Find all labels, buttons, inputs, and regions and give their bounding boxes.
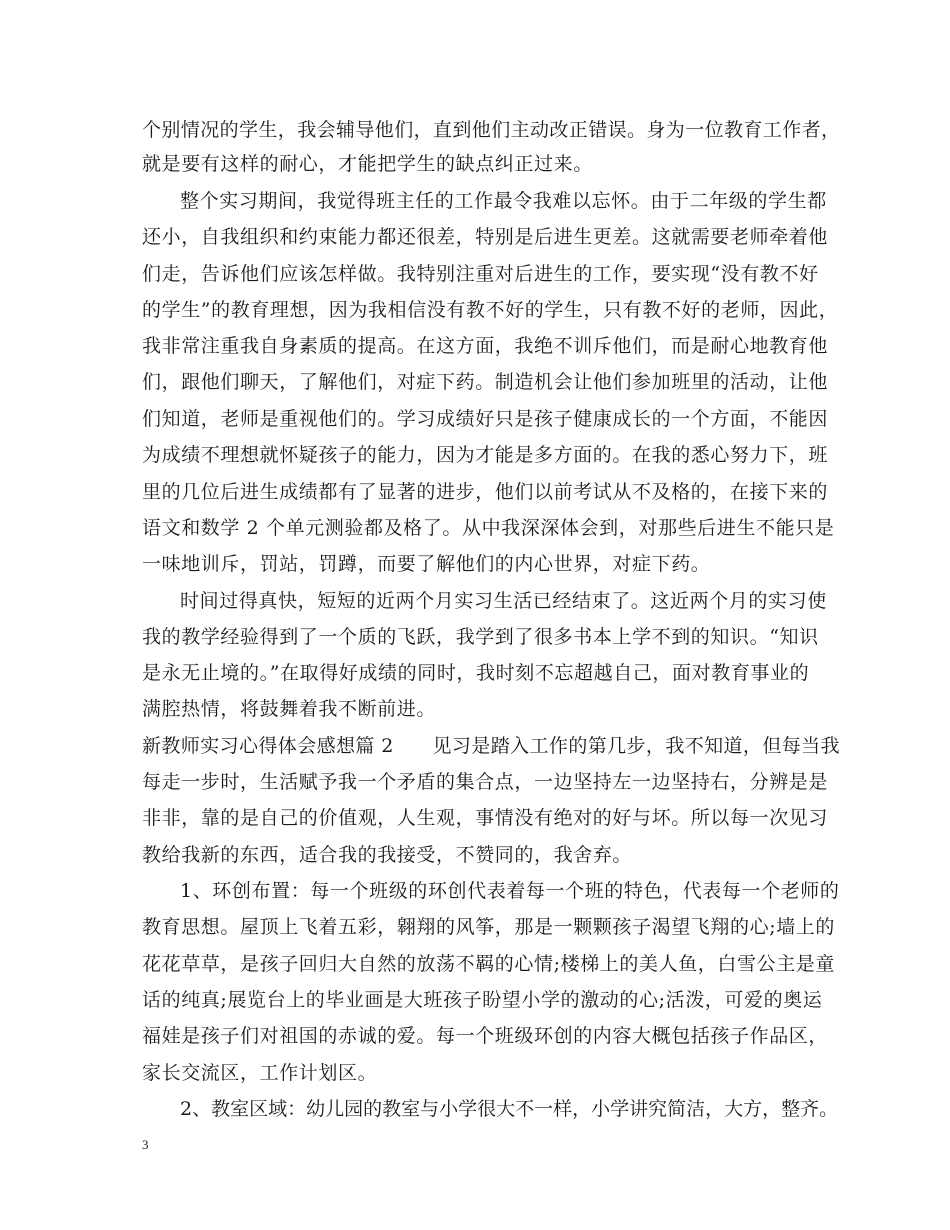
section-heading-line: 新教师实习心得体会感想篇 2 见习是踏入工作的第几步，我不知道，但每当我 (142, 735, 840, 757)
text-line: 们走，告诉他们应该怎样做。我特别注重对后进生的工作，要实现“没有教不好 (142, 263, 819, 285)
text-line: 家长交流区，工作计划区。 (142, 1062, 378, 1084)
text-line: 每走一步时，生活赋予我一个矛盾的集合点，一边坚持左一边坚持右，分辨是是 (142, 771, 829, 793)
text-line: 们知道，老师是重视他们的。学习成绩好只是孩子健康成长的一个方面，不能因 (142, 408, 829, 430)
text-line: 满腔热情，将鼓舞着我不断前进。 (142, 698, 437, 720)
text-line: 里的几位后进生成绩都有了显著的进步，他们以前考试从不及格的，在接下来的 (142, 481, 829, 503)
text-line: 话的纯真;展览台上的毕业画是大班孩子盼望小学的激动的心;活泼，可爱的奥运 (142, 989, 823, 1011)
paragraph-start-line: 2、教室区域：幼儿园的教室与小学很大不一样，小学讲究简洁，大方，整齐。 (180, 1098, 839, 1120)
text-line: 一味地训斥，罚站，罚蹲，而要了解他们的内心世界，对症下药。 (142, 553, 711, 575)
paragraph-start-line: 整个实习期间，我觉得班主任的工作最令我难以忘怀。由于二年级的学生都 (180, 190, 827, 212)
text-line: 是永无止境的。”在取得好成绩的同时，我时刻不忘超越自己，面对教育事业的 (142, 662, 810, 684)
text-line: 还小，自我组织和约束能力都还很差，特别是后进生更差。这就需要老师牵着他 (142, 226, 829, 248)
text-line: 非非，靠的是自己的价值观，人生观，事情没有绝对的好与坏。所以每一次见习 (142, 807, 829, 829)
text-line: 教育思想。屋顶上飞着五彩，翱翔的风筝，那是一颗颗孩子渴望飞翔的心;墙上的 (142, 916, 836, 938)
text-line: 就是要有这样的耐心，才能把学生的缺点纠正过来。 (142, 153, 593, 175)
text-line: 教给我新的东西，适合我的我接受，不赞同的，我舍弃。 (142, 844, 633, 866)
text-line: 们，跟他们聊天，了解他们，对症下药。制造机会让他们参加班里的活动，让他 (142, 371, 829, 393)
text-line: 的学生”的教育理想，因为我相信没有教不好的学生，只有教不好的老师，因此， (142, 299, 839, 321)
text-line: 个别情况的学生，我会辅导他们，直到他们主动改正错误。身为一位教育工作者， (142, 119, 841, 141)
paragraph-start-line: 1、环创布置：每一个班级的环创代表着每一个班的特色，代表每一个老师的 (180, 880, 840, 902)
paragraph-start-line: 时间过得真快，短短的近两个月实习生活已经结束了。这近两个月的实习使 (180, 590, 827, 612)
text-line: 花花草草，是孩子回归大自然的放荡不羁的心情;楼梯上的美人鱼，白雪公主是童 (142, 953, 836, 975)
text-line: 我的教学经验得到了一个质的飞跃，我学到了很多书本上学不到的知识。“知识 (142, 626, 819, 648)
text-line: 为成绩不理想就怀疑孩子的能力，因为才能是多方面的。在我的悉心努力下，班 (142, 444, 829, 466)
text-line: 语文和数学 2 个单元测验都及格了。从中我深深体会到，对那些后进生不能只是 (142, 517, 835, 539)
text-line: 福娃是孩子们对祖国的赤诚的爱。每一个班级环创的内容大概包括孩子作品区， (142, 1025, 829, 1047)
text-line: 我非常注重我自身素质的提高。在这方面，我绝不训斥他们，而是耐心地教育他 (142, 335, 829, 357)
page-number: 3 (142, 1137, 149, 1152)
